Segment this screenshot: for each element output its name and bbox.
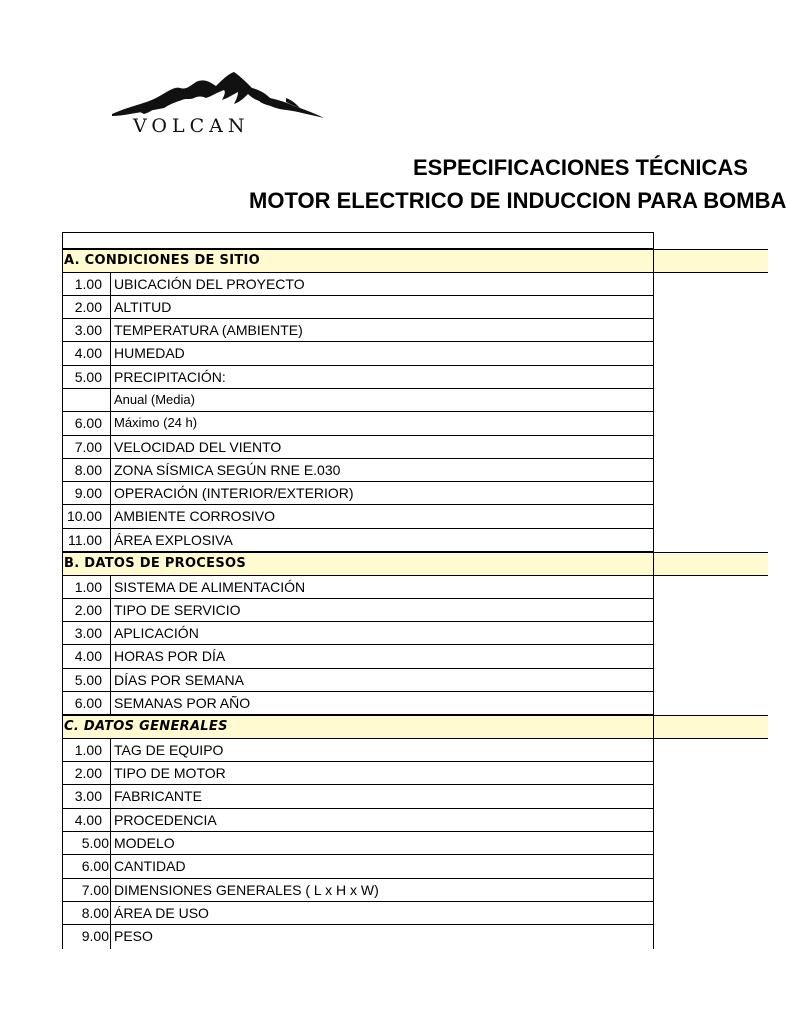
row-label: APLICACIÓN	[114, 625, 199, 642]
table-row	[62, 879, 654, 902]
row-label: SEMANAS POR AÑO	[114, 695, 251, 712]
table-row	[62, 669, 654, 692]
table-row	[62, 785, 654, 808]
table-row	[62, 529, 654, 552]
row-number: 3.00	[63, 319, 111, 341]
table-row	[62, 412, 654, 435]
table-row	[62, 925, 654, 948]
row-number: 9.00	[63, 482, 111, 504]
row-number: 3.00	[63, 622, 111, 644]
row-number: 4.00	[63, 809, 111, 831]
row-label: PROCEDENCIA	[114, 811, 217, 828]
title-area	[0, 150, 786, 220]
row-label: DIMENSIONES GENERALES ( L x H x W)	[114, 881, 379, 898]
section-title: C. DATOS GENERALES	[64, 719, 228, 735]
logo-text: VOLCAN	[133, 115, 250, 137]
section-title: A. CONDICIONES DE SITIO	[64, 253, 260, 268]
title-line-2: MOTOR ELECTRICO DE INDUCCION PARA BOMBA	[249, 188, 786, 213]
table-row	[62, 389, 654, 412]
row-number: 2.00	[63, 762, 111, 784]
row-label: Anual (Media)	[114, 391, 195, 407]
table-row	[62, 319, 654, 342]
row-label: Máximo (24 h)	[114, 415, 198, 431]
table-row	[62, 366, 654, 389]
row-number: 9.00	[63, 925, 111, 948]
row-number: 4.00	[63, 645, 111, 667]
table-row	[62, 622, 654, 645]
row-label: PESO	[114, 928, 153, 945]
row-label: MODELO	[114, 835, 175, 852]
section-header-a	[62, 249, 768, 273]
row-label: AMBIENTE CORROSIVO	[114, 508, 276, 525]
table-header-empty-row	[62, 232, 654, 249]
row-label: TIPO DE SERVICIO	[114, 601, 241, 618]
row-label: SISTEMA DE ALIMENTACIÓN	[114, 578, 306, 595]
row-number: 7.00	[63, 879, 111, 901]
row-number: 6.00	[63, 692, 111, 714]
table-row	[62, 342, 654, 365]
row-label: DÍAS POR SEMANA	[114, 671, 244, 688]
table-row	[62, 599, 654, 622]
row-label: HUMEDAD	[114, 345, 185, 362]
row-number: 6.00	[63, 412, 111, 434]
table-row	[62, 739, 654, 762]
table-row	[62, 855, 654, 878]
table-row	[62, 576, 654, 599]
table-row	[62, 762, 654, 785]
row-label: FABRICANTE	[114, 788, 202, 805]
title-line-1: ESPECIFICACIONES TÉCNICAS	[413, 155, 748, 180]
table-row	[62, 505, 654, 528]
table-row	[62, 692, 654, 715]
row-number: 2.00	[63, 599, 111, 621]
table-row	[62, 459, 654, 482]
table-row	[62, 273, 654, 296]
row-label: CANTIDAD	[114, 858, 186, 875]
row-label: TEMPERATURA (AMBIENTE)	[114, 322, 303, 339]
row-number: 5.00	[63, 669, 111, 691]
row-number: 1.00	[63, 273, 111, 295]
table-row	[62, 482, 654, 505]
row-number: 8.00	[63, 902, 111, 924]
table-row	[62, 645, 654, 668]
row-label: ÁREA DE USO	[114, 904, 209, 921]
row-label: UBICACIÓN DEL PROYECTO	[114, 275, 305, 292]
table-row	[62, 436, 654, 459]
row-number: 1.00	[63, 739, 111, 761]
row-number: 3.00	[63, 785, 111, 807]
section-header-b	[62, 552, 768, 576]
row-number: 6.00	[63, 855, 111, 877]
table-row	[62, 902, 654, 925]
section-header-c	[62, 715, 768, 739]
row-label: ZONA SÍSMICA SEGÚN RNE E.030	[114, 461, 341, 478]
row-number: 5.00	[63, 366, 111, 388]
row-number: 7.00	[63, 436, 111, 458]
row-label: TIPO DE MOTOR	[114, 765, 226, 782]
section-title: B. DATOS DE PROCESOS	[64, 556, 247, 572]
row-number: 4.00	[63, 342, 111, 364]
table-row	[62, 809, 654, 832]
table-row	[62, 296, 654, 319]
row-number: 2.00	[63, 296, 111, 318]
row-label: VELOCIDAD DEL VIENTO	[114, 438, 282, 455]
row-number	[63, 389, 111, 411]
row-number: 11.00	[63, 529, 111, 551]
row-label: ALTITUD	[114, 298, 172, 315]
table-row	[62, 832, 654, 855]
row-number: 5.00	[63, 832, 111, 854]
row-label: OPERACIÓN (INTERIOR/EXTERIOR)	[114, 485, 354, 502]
row-label: PRECIPITACIÓN:	[114, 368, 226, 385]
row-label: TAG DE EQUIPO	[114, 741, 224, 758]
spec-table	[62, 232, 768, 949]
row-number: 1.00	[63, 576, 111, 598]
row-number: 8.00	[63, 459, 111, 481]
row-label: HORAS POR DÍA	[114, 648, 226, 665]
row-number: 10.00	[63, 505, 111, 527]
row-label: ÁREA EXPLOSIVA	[114, 531, 233, 548]
